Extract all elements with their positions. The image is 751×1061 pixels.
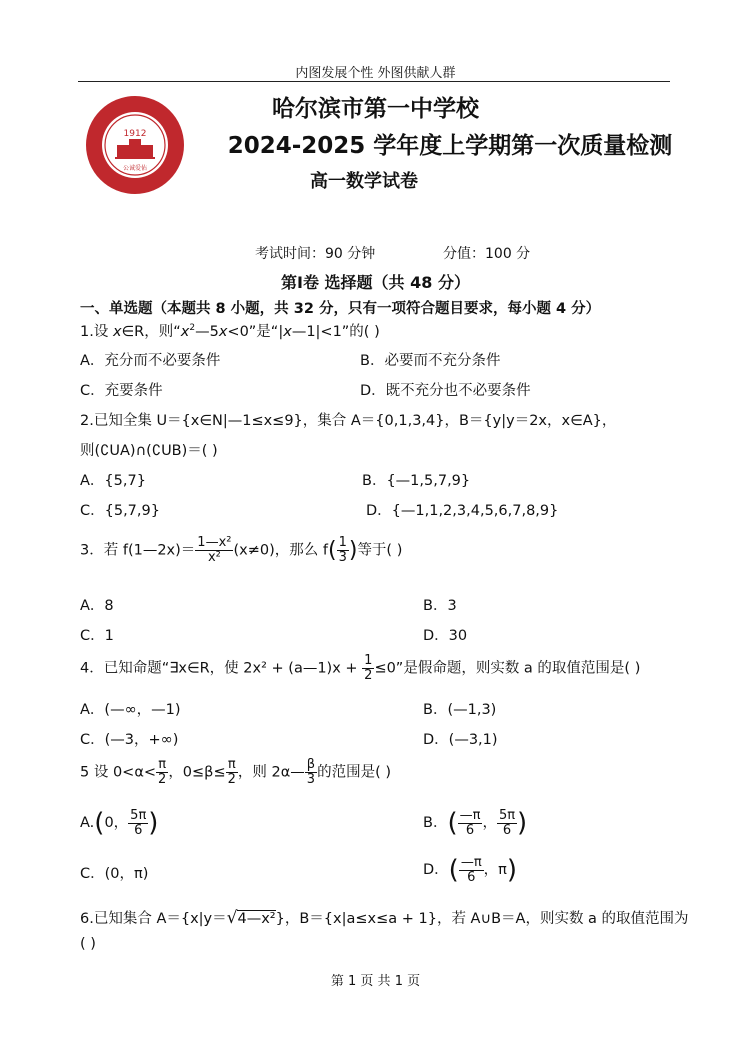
q4-option-c: C．(—3，+∞) [80,732,179,748]
header-slogan: 内图发展个性 外图供献人群 [295,66,456,81]
part-heading: 第Ⅰ卷 选择题（共 48 分） [281,273,470,292]
question-2-stem: 2.已知全集 U＝{x∈N|—1≤x≤9}，集合 A＝{0,1,3,4}，B＝{y|y＝2x，x∈A}， [80,413,617,429]
q3-option-c: C．1 [80,628,114,644]
page-footer: 第 1 页 共 1 页 [330,974,421,989]
q4-option-d: D．(—3,1) [423,732,498,748]
q5-option-d: D．( $\frac{—\pi}{6}$ ，π) [423,854,518,885]
q1-option-c: C．充要条件 [80,383,163,399]
subject-title: 高一数学试卷 [310,171,418,192]
q3-option-b: B．3 [423,598,457,614]
q5-option-a: A.(0， $\frac{5\pi}{6}$ ) [80,807,159,838]
question-5-stem: 5 设 0<α< $\frac{\pi}{2}$ ，0≤β≤ $\frac{\pi}{2}$ ，则 2α— $\frac{\beta}{3}$ 的范围是( ) [80,757,392,787]
q3-option-d: D．30 [423,628,468,644]
q4-option-b: B．(—1,3) [423,702,497,718]
exam-time: 考试时间：90 分钟 [255,246,376,262]
exam-title: 2024-2025 学年度上学期第一次质量检测 [227,133,673,159]
q2-option-a: A．{5,7} [80,473,146,489]
q2-option-c: C．{5,7,9} [80,503,160,519]
exam-score: 分值：100 分 [443,246,531,262]
q2-option-d: D．{—1,1,2,3,4,5,6,7,8,9} [366,503,559,519]
q1-option-d: D．既不充分也不必要条件 [360,383,531,399]
q5-option-c: C．(0，π) [80,866,149,882]
question-2-stem-2: 则(∁UA)∩(∁UB)＝( ) [80,443,218,459]
question-3-stem: 3．若 f(1—2x)＝ $\frac{\text{1—x²}}{\text{x²}}$ (x≠0)，那么 f( $\frac{1}{3}$ )等于( ) [80,535,403,565]
seal-year: 1912 [123,129,147,139]
q1-option-b: B．必要而不充分条件 [360,353,501,369]
section-heading: 一、单选题（本题共 8 小题，共 32 分，只有一项符合题目要求，每小题 4 分） [80,301,601,317]
q4-option-a: A．(—∞，—1) [80,702,181,718]
question-1-stem: 1.设 x∈R，则“$x^2—5x<0$”是“|x—1|<1”的( ) [80,323,380,340]
q2-option-b: B．{—1,5,7,9} [362,473,471,489]
q1-option-a: A．充分而不必要条件 [80,353,221,369]
header-rule [78,81,670,82]
question-6-stem-2: ( ) [80,936,96,952]
question-6-stem: 6.已知集合 A＝{x|y＝√4—x²}，B＝{x|a≤x≤a + 1}，若 A∪B＝A，则实数 a 的取值范围为 [80,908,689,928]
school-name: 哈尔滨市第一中学校 [272,96,479,122]
q5-option-b: B．( $\frac{—\pi}{6}$ ， $\frac{5\pi}{6}$ ) [423,807,528,838]
seal-motto: 公诚爱佑 [122,165,148,172]
question-4-stem: 4．已知命题“∃x∈R，使 2x² + (a—1)x + $\frac{1}{2}$ ≤0”是假命题，则实数 a 的取值范围是( ) [80,653,641,683]
q3-option-a: A．8 [80,598,114,614]
